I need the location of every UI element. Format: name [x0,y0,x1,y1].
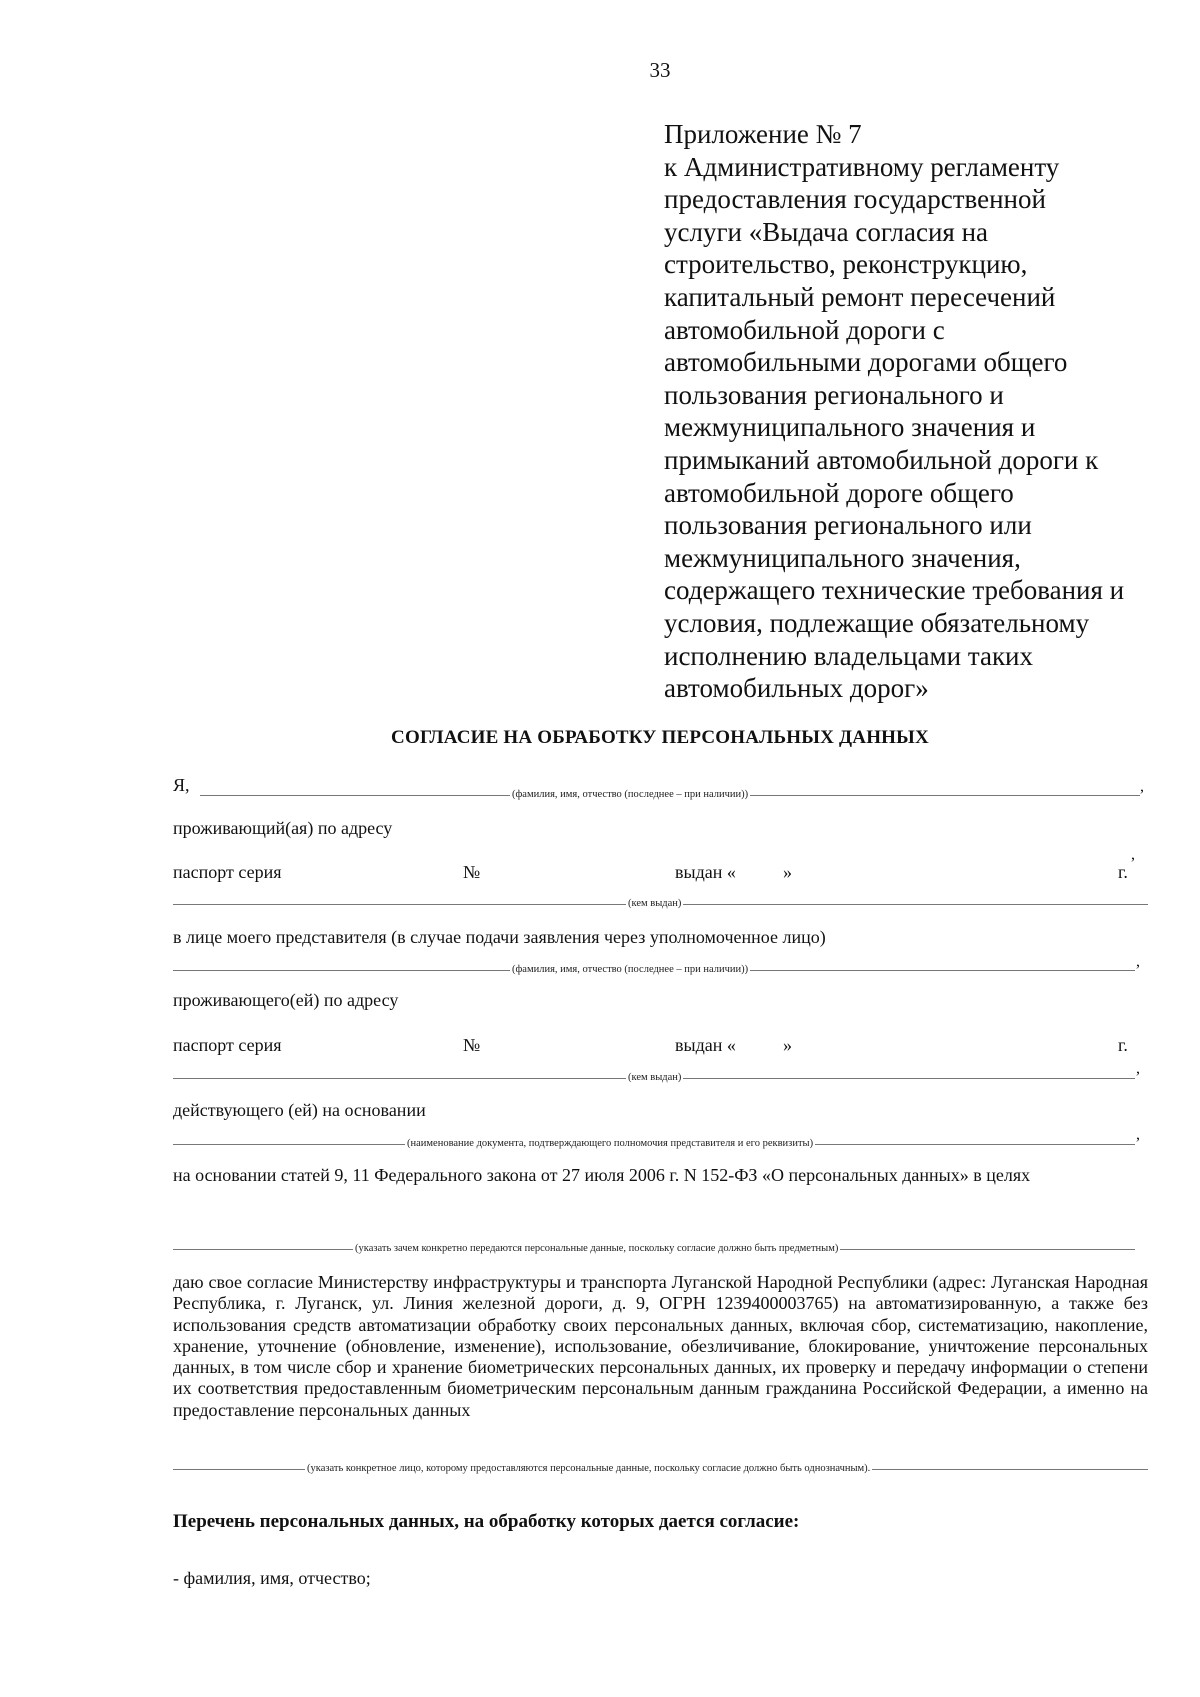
appendix-line: автомобильной дороге общего [664,477,1014,508]
document-title: СОГЛАСИЕ НА ОБРАБОТКУ ПЕРСОНАЛЬНЫХ ДАННЫХ [391,727,929,748]
appendix-line: пользования регионального и [664,379,1004,410]
ya-label: Я, [173,775,190,795]
list-item: - фамилия, имя, отчество; [173,1568,371,1588]
rep-issued-label: выдан « [675,1035,736,1055]
rep-passport-series-label: паспорт серия [173,1035,282,1055]
appendix-line: межмуниципального значения и [664,412,1036,443]
legal-basis-text: на основании статей 9, 11 Федерального закона от 27 июля 2006 г. N 152-ФЗ «О персональных данных» в целях [173,1165,1031,1185]
rep-issued-by-caption: (кем выдан) [628,1072,682,1083]
appendix-line: строительство, реконструкцию, [664,249,1028,280]
appendix-line: исполнению владельцами таких [664,640,1034,671]
passport-number-label: № [463,862,481,882]
appendix-line: примыканий автомобильной дороги к [664,444,1099,475]
appendix-line: предоставления государственной [664,184,1046,215]
consent-paragraph: даю свое согласие Министерству инфраструктуры и транспорта Луганской Народной Республики (адрес: Луганская Народная Республика, г. Луганск, ул. Линия железной дороги, д. 9, ОГРН 1239400003765) на автоматизированную, а также без использования средств автоматизации обработку своих персональных данных, включая сбор, систематизацию, накопление, хранение, уточнение (обновление, изменение), использование, обезличивание, блокирование, уничтожение персональных данных, в том числе сбор и хранение биометрических персональных данных, их проверку и передачу информации о степени их соответствия предоставленным биометрическим персональным данным гражданина Российской Федерации, а именно на предоставление персональных данных [173,1272,1148,1420]
rep-passport-number-label: № [463,1035,481,1055]
comma-mark: , [1136,1126,1140,1143]
residing-label: проживающий(ая) по адресу [173,818,393,838]
appendix-line: к Административному регламенту [664,151,1060,182]
appendix-line: автомобильной дороги с [664,314,945,345]
comma-mark: , [1136,1060,1140,1077]
issued-label: выдан « [675,862,736,882]
fio-caption: (фамилия, имя, отчество (последнее – при наличии)) [512,789,749,800]
appendix-line: автомобильными дорогами общего [664,347,1068,378]
appendix-header [664,118,1184,705]
rep-issued-close-quote: » [783,1035,792,1055]
rep-fio-caption: (фамилия, имя, отчество (последнее – при наличии)) [512,964,749,975]
appendix-line: условия, подлежащие обязательному [664,607,1090,638]
appendix-line: межмуниципального значения, [664,542,1021,573]
data-list-heading: Перечень персональных данных, на обработку которых дается согласие: [173,1511,800,1532]
purpose-caption: (указать зачем конкретно передаются персональные данные, поскольку согласие должно быть предметным) [355,1243,839,1254]
representative-label: в лице моего представителя (в случае подачи заявления через уполномоченное лицо) [173,927,826,947]
appendix-line: услуги «Выдача согласия на [664,216,989,247]
appendix-line: содержащего технические требования и [664,575,1125,606]
appendix-line: автомобильных дорог» [664,673,929,704]
appendix-line: пользования регионального или [664,510,1032,541]
issued-by-caption: (кем выдан) [628,898,682,909]
rep-year-label: г. [1118,1035,1128,1055]
comma-mark: , [1131,846,1135,863]
passport-series-label: паспорт серия [173,862,282,882]
appendix-line: Приложение № 7 [664,119,862,149]
appendix-line: капитальный ремонт пересечений [664,281,1056,312]
comma-mark: , [1136,953,1140,970]
recipient-caption: (указать конкретное лицо, которому предоставляются персональные данные, поскольку согласие должно быть однозначным). [307,1463,871,1474]
acting-basis-label: действующего (ей) на основании [173,1100,426,1120]
page-number: 33 [649,58,671,82]
document-caption: (наименование документа, подтверждающего полномочия представителя и его реквизиты) [407,1138,814,1149]
rep-residing-label: проживающего(ей) по адресу [173,990,399,1010]
year-label: г. [1118,862,1128,882]
issued-close-quote: » [783,862,792,882]
comma-mark: , [1140,778,1144,795]
